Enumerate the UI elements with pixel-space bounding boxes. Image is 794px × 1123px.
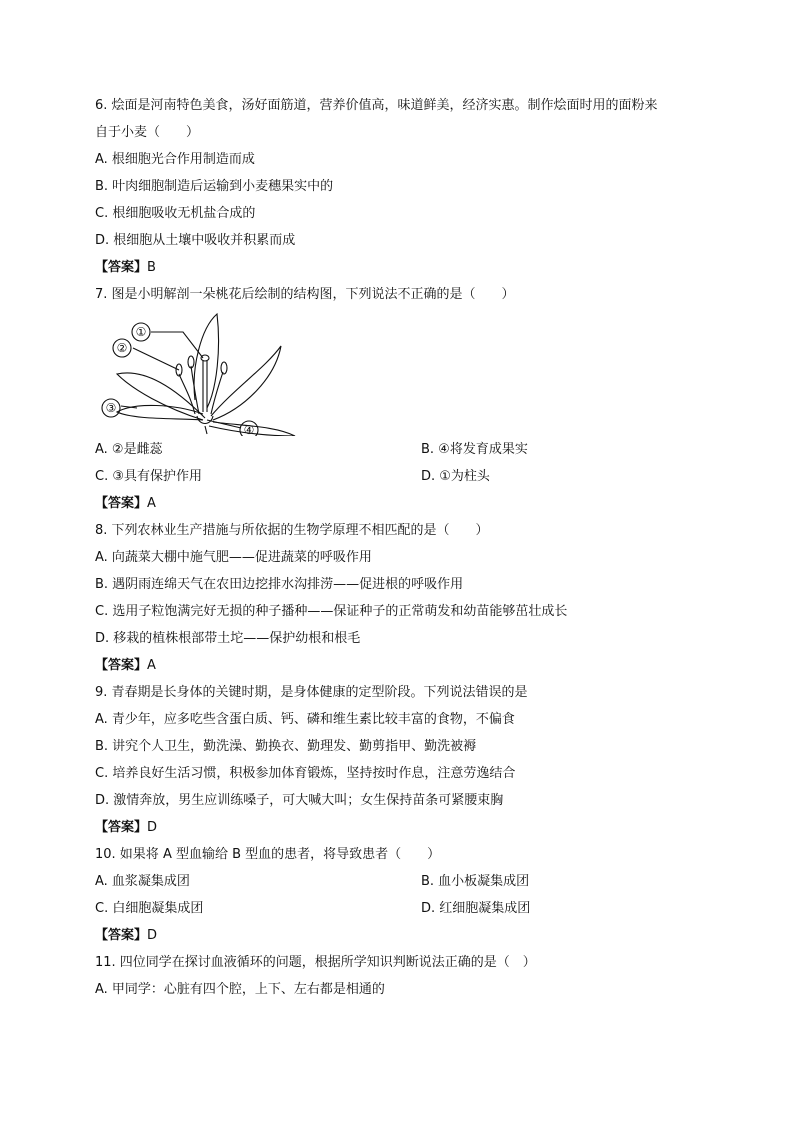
- answer-label: 【答案】: [95, 820, 148, 835]
- q8-answer: [95, 652, 705, 679]
- answer-value: A: [147, 658, 156, 673]
- q8-option-b: B. 遇阴雨连绵天气在农田边挖排水沟排涝——促进根的呼吸作用: [95, 577, 464, 592]
- q10-options-row2: [95, 895, 705, 922]
- answer-label: 【答案】: [95, 658, 148, 673]
- q9-option-b: B. 讲究个人卫生，勤洗澡、勤换衣、勤理发、勤剪指甲、勤洗被褥: [95, 739, 477, 754]
- answer-value: D: [147, 928, 158, 943]
- document-page: [95, 92, 705, 1003]
- q6-stem-line2: 自于小麦（ ）: [95, 125, 200, 140]
- answer-label: 【答案】: [95, 260, 148, 275]
- q10-options-row1: [95, 868, 705, 895]
- q10-option-b: B. 血小板凝集成团: [421, 874, 530, 889]
- answer-value: A: [147, 496, 156, 511]
- q7-option-d: D. ①为柱头: [421, 469, 490, 484]
- q7-option-a: A. ②是雌蕊: [95, 442, 163, 457]
- q7-options-row1: [95, 436, 705, 463]
- q6-option-d: D. 根细胞从土壤中吸收并积累而成: [95, 233, 296, 248]
- q9-option-a: A. 青少年，应多吃些含蛋白质、钙、磷和维生素比较丰富的食物，不偏食: [95, 712, 515, 727]
- q10-option-d: D. 红细胞凝集成团: [421, 901, 531, 916]
- q8-stem: 8. 下列农林业生产措施与所依据的生物学原理不相匹配的是（ ）: [95, 523, 489, 538]
- answer-label: 【答案】: [95, 928, 148, 943]
- q8-option-a: A. 向蔬菜大棚中施气肥——促进蔬菜的呼吸作用: [95, 550, 372, 565]
- q10-answer: [95, 922, 705, 949]
- q10-stem: 10. 如果将 A 型血输给 B 型血的患者，将导致患者（ ）: [95, 847, 441, 862]
- answer-value: D: [147, 820, 158, 835]
- answer-value: B: [147, 260, 156, 275]
- fig-label-4: ④: [243, 423, 255, 436]
- q7-options-row2: [95, 463, 705, 490]
- q10-option-a: A. 血浆凝集成团: [95, 874, 190, 889]
- q10-option-c: C. 白细胞凝集成团: [95, 901, 204, 916]
- q6-option-b: B. 叶肉细胞制造后运输到小麦穗果实中的: [95, 179, 334, 194]
- fig-label-1: ①: [135, 325, 147, 339]
- peach-flower-diagram: [95, 308, 305, 436]
- fig-label-2: ②: [116, 341, 128, 355]
- q9-option-d: D. 激情奔放，男生应训练嗓子，可大喊大叫；女生保持苗条可紧腰束胸: [95, 793, 504, 808]
- q6-option-c: C. 根细胞吸收无机盐合成的: [95, 206, 256, 221]
- q6-option-a: A. 根细胞光合作用制造而成: [95, 152, 255, 167]
- q7-stem: 7. 图是小明解剖一朵桃花后绘制的结构图，下列说法不正确的是（ ）: [95, 287, 515, 302]
- peach-flower-figure: [95, 308, 705, 436]
- q11-option-a: A. 甲同学：心脏有四个腔，上下、左右都是相通的: [95, 982, 385, 997]
- q7-option-b: B. ④将发育成果实: [421, 442, 528, 457]
- q7-answer: [95, 490, 705, 517]
- answer-label: 【答案】: [95, 496, 148, 511]
- fig-label-3: ③: [105, 401, 117, 415]
- q9-option-c: C. 培养良好生活习惯，积极参加体育锻炼，坚持按时作息，注意劳逸结合: [95, 766, 516, 781]
- q7-option-c: C. ③具有保护作用: [95, 469, 202, 484]
- q8-option-c: C. 选用子粒饱满完好无损的种子播种——保证种子的正常萌发和幼苗能够茁壮成长: [95, 604, 568, 619]
- q9-answer: [95, 814, 705, 841]
- q6-stem-line1: 6. 烩面是河南特色美食，汤好面筋道，营养价值高，味道鲜美，经济实惠。制作烩面时用的面粉来: [95, 98, 658, 113]
- q11-stem: 11. 四位同学在探讨血液循环的问题，根据所学知识判断说法正确的是（ ）: [95, 955, 536, 970]
- q6-answer: [95, 254, 705, 281]
- q8-option-d: D. 移栽的植株根部带土坨——保护幼根和根毛: [95, 631, 361, 646]
- q9-stem: 9. 青春期是长身体的关键时期，是身体健康的定型阶段。下列说法错误的是: [95, 685, 528, 700]
